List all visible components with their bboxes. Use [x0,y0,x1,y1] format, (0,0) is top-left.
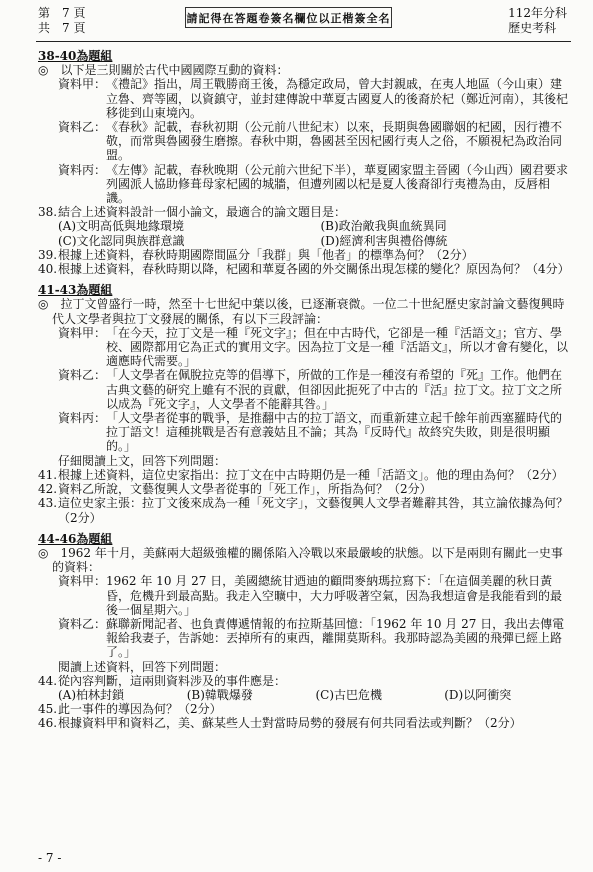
page-total: 共 7 頁 [38,21,86,35]
question-38 [38,205,573,219]
group-title: 44-46為題組 [38,531,113,546]
question-number: 46. [38,716,58,731]
question-39 [38,248,573,262]
source-text: 「人文學者在佩脫拉克等的倡導下，所做的工作是一種沒有希望的『死』工作。他們在古典文藝的研究上雖有不泯的貢獻，但卻因此扼死了中古的『活』拉丁文。拉丁文之所以成為『死文字』，人文學者不能辭其咎。」 [106,368,563,411]
question-group-38-40 [38,49,573,276]
page-number: - 7 - [38,851,62,865]
question-options [38,219,573,247]
group-intro: ◎ 拉丁文曾盛行一時，然至十七世紀中葉以後，已逐漸衰微。一位二十世紀歷史家討論文藝復興時代人文學者與拉丁文發展的關係，有以下三段評論： [38,297,565,326]
source-label: 資料丙： [58,162,107,177]
question-text: 資料乙所說，文藝復興人文學者從事的「死工作」，所指為何？（2分） [58,482,432,497]
question-text: 這位史家主張：拉丁文後來成為一種「死文字」，文藝復興人文學者難辭其咎，其立論依據為何？（2分） [58,496,569,525]
source-item [38,326,573,369]
source-item [38,574,573,617]
source-label: 資料乙： [58,368,107,383]
option-c: (C)文化認同與族群意識 [58,233,185,248]
question-number: 38. [38,205,58,220]
question-group-44-46 [38,532,573,731]
source-text: 《禮記》指出，周王戰勝商王後，為穩定政局，曾大封親戚，在夷人地區（今山東）建立魯、齊等國，以資鎮守，並封建傳說中華夏古國夏人的後裔於杞（鄭近河南），其後杞移徙到山東境內。 [106,77,569,120]
question-options [38,688,573,702]
option-d: (D)以阿衝突 [444,687,512,702]
question-number: 45. [38,702,58,717]
question-46 [38,716,573,730]
question-number: 42. [38,482,58,497]
source-label: 資料乙： [58,616,107,631]
question-text: 結合上述資料設計一個小論文，最適合的論文題目是： [58,205,347,220]
source-item [38,617,573,660]
source-item [38,368,573,411]
page-indicator [38,6,85,36]
question-41 [38,468,573,482]
exam-info [508,6,567,36]
question-text: 從內容判斷，這兩則資料涉及的事件應是： [58,673,287,688]
question-text: 根據上述資料，春秋時期以降，杞國和華夏各國的外交關係出現怎樣的變化？原因為何？（4分） [58,262,570,277]
source-label: 資料甲： [58,325,107,340]
page-current: 第 7 頁 [38,6,86,20]
question-text: 根據上述資料，春秋時期國際間區分「我群」與「他者」的標準為何？（2分） [58,247,474,262]
source-text: 《春秋》記載，春秋初期（公元前八世紀末）以來，長期與魯國聯姻的杞國，因行禮不敬，而常與魯國發生磨擦。春秋中期，魯國甚至因杞國行夷人之俗，不願視杞為政治同盟。 [106,120,563,163]
source-item [38,120,573,163]
question-43 [38,496,573,524]
group-title: 41-43為題組 [38,283,113,298]
question-text: 此一事件的導因為何？（2分） [58,702,222,717]
source-label: 資料甲： [58,77,107,92]
question-40 [38,262,573,276]
option-c: (C)古巴危機 [315,687,383,702]
question-text: 根據資料甲和資料乙，美、蘇某些人士對當時局勢的發展有何共同看法或判斷？（2分） [58,716,522,731]
question-44 [38,674,573,688]
source-label: 資料甲： [58,574,107,589]
source-text: 「人文學者從事的戰爭，是推翻中古的拉丁語文，而重新建立起千餘年前西塞羅時代的拉丁語文！這種挑戰是否有意義姑且不論；其為『反時代』故終究失敗，則是很明顯的。」 [106,411,563,454]
option-a: (A)柏林封鎖 [58,687,125,702]
question-number: 44. [38,673,58,688]
question-group-41-43 [38,283,573,524]
source-text: 「在今天，拉丁文是一種『死文字』；但在中古時代，它卻是一種『活語文』；官方、學校、國際都用它為正式的實用文字。因為拉丁文是一種『活語文』，所以才會有變化，以適應時代需要。」 [106,325,569,369]
header-divider [36,41,571,42]
source-text: 蘇聯新聞記者、也負責傳遞情報的布拉斯基回憶：「1962 年 10 月 27 日，我出去傳電報給我妻子，告訴她：丟掉所有的東西，離開莫斯科。我那時認為美國的飛彈已經上路了。」 [106,616,565,660]
source-label: 資料乙： [58,120,107,135]
source-item [38,77,573,120]
group-intro: ◎ 1962 年十月，美蘇兩大超級強權的關係陷入冷戰以來最嚴峻的狀態。以下是兩則有關此一史事的資料： [38,545,563,575]
source-text: 《左傳》記載，春秋晚期（公元前六世紀下半），華夏國家盟主晉國（今山西）國君要求列國派人協助修葺母家杞國的城牆，但遭列國以杞是夏人後裔卻行夷禮為由，反唇相譏。 [106,162,569,206]
exam-year-subject: 112年分科 [508,6,567,20]
option-b: (B)政治敵我與血統異同 [320,219,447,234]
question-text: 根據上述資料，這位史家指出：拉丁文在中古時期仍是一種「活語文」。他的理由為何？（2分） [58,467,564,482]
group-title: 38-40為題組 [38,49,113,63]
group-intro: ◎ 以下是三則關於古代中國國際互動的資料： [38,63,289,78]
question-number: 43. [38,496,58,511]
source-item [38,411,573,454]
option-d: (D)經濟利害與禮俗傳統 [320,233,448,248]
question-number: 39. [38,247,58,262]
signature-notice: 請記得在答題卷簽名欄位以正楷簽全名 [185,7,392,28]
instruction-text: 閱讀上述資料，回答下列問題： [58,659,227,674]
option-a: (A)文明高低與地緣環境 [58,219,185,234]
question-42 [38,482,573,496]
option-b: (B)韓戰爆發 [186,687,253,702]
exam-name: 歷史考科 [508,21,557,35]
source-text: 1962 年 10 月 27 日，美國總統甘迺迪的顧問麥納瑪拉寫下：「在這個美麗的秋日黃昏，危機升到最高點。我走入空曠中，大力呼吸著空氣，因為我想這會是我能看到的最後一個星期六。」 [106,574,563,617]
question-number: 40. [38,262,58,277]
question-number: 41. [38,467,58,482]
instruction-text: 仔細閱讀上文，回答下列問題： [58,453,227,468]
source-label: 資料丙： [58,411,107,426]
source-item [38,163,573,206]
questions-content [38,48,573,731]
question-45 [38,702,573,716]
